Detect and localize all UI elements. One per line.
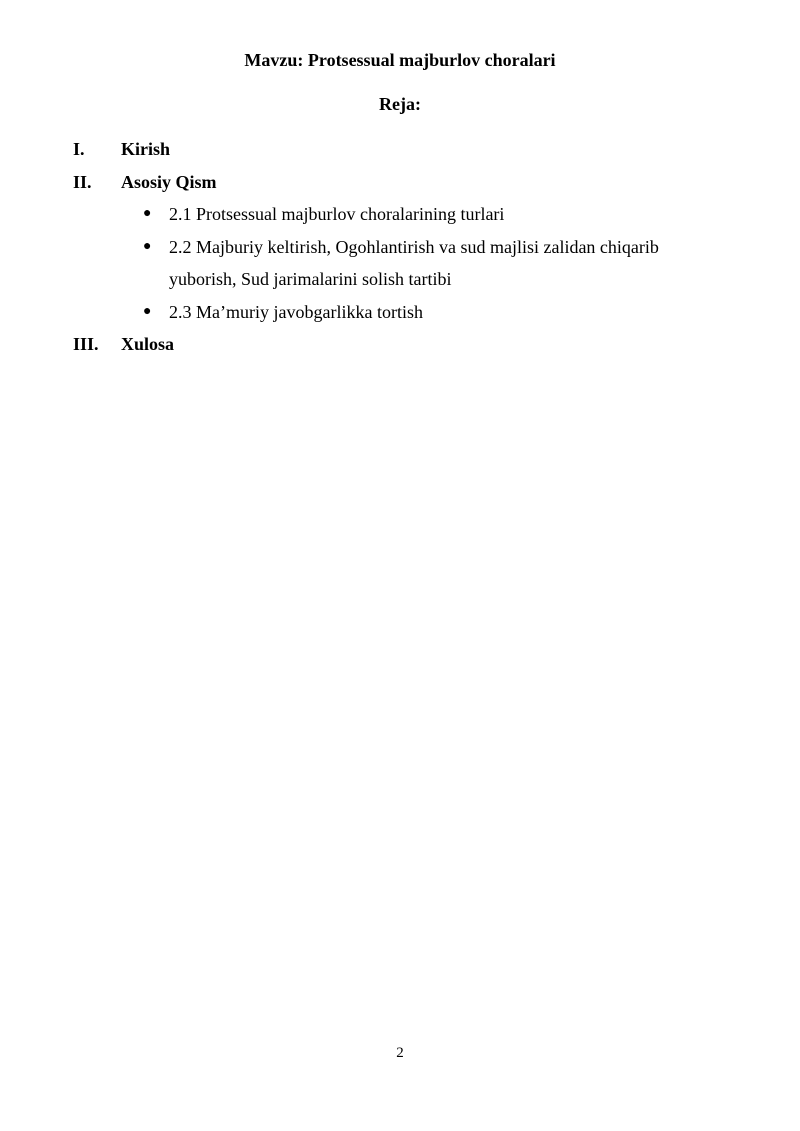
sub-item: [73, 198, 713, 231]
bullet-icon: ●: [143, 206, 152, 221]
outline-item-conclusion: [73, 328, 713, 361]
outline-number: I.: [73, 139, 85, 159]
bullet-icon: ●: [143, 303, 152, 319]
outline-list: [73, 133, 713, 361]
bullet-icon: ●: [143, 238, 152, 254]
outline-item-main: [73, 166, 713, 329]
sub-item-text: 2.3 Ma’muriy javobgarlikka tortish: [169, 301, 423, 322]
outline-label: Kirish: [121, 139, 171, 159]
sub-item: [73, 231, 713, 296]
outline-number: III.: [73, 334, 99, 354]
plan-heading: Reja:: [379, 94, 421, 114]
sub-item-text: 2.2 Majburiy keltirish, Ogohlantirish va sud majlisi zalidan chiqarib yuborish, Sud jarimalarini solish tartibi: [169, 236, 659, 289]
document-title: Mavzu: Protsessual majburlov choralari: [244, 50, 556, 70]
outline-label: Xulosa: [121, 334, 175, 354]
outline-item-intro: [73, 133, 713, 166]
outline-sublist: [73, 198, 713, 328]
outline-label: Asosiy Qism: [121, 171, 217, 192]
page-number: 2: [396, 1045, 404, 1061]
sub-item: [73, 296, 713, 329]
sub-item-text: 2.1 Protsessual majburlov choralarining turlari: [169, 204, 505, 224]
outline-number: II.: [73, 171, 92, 192]
